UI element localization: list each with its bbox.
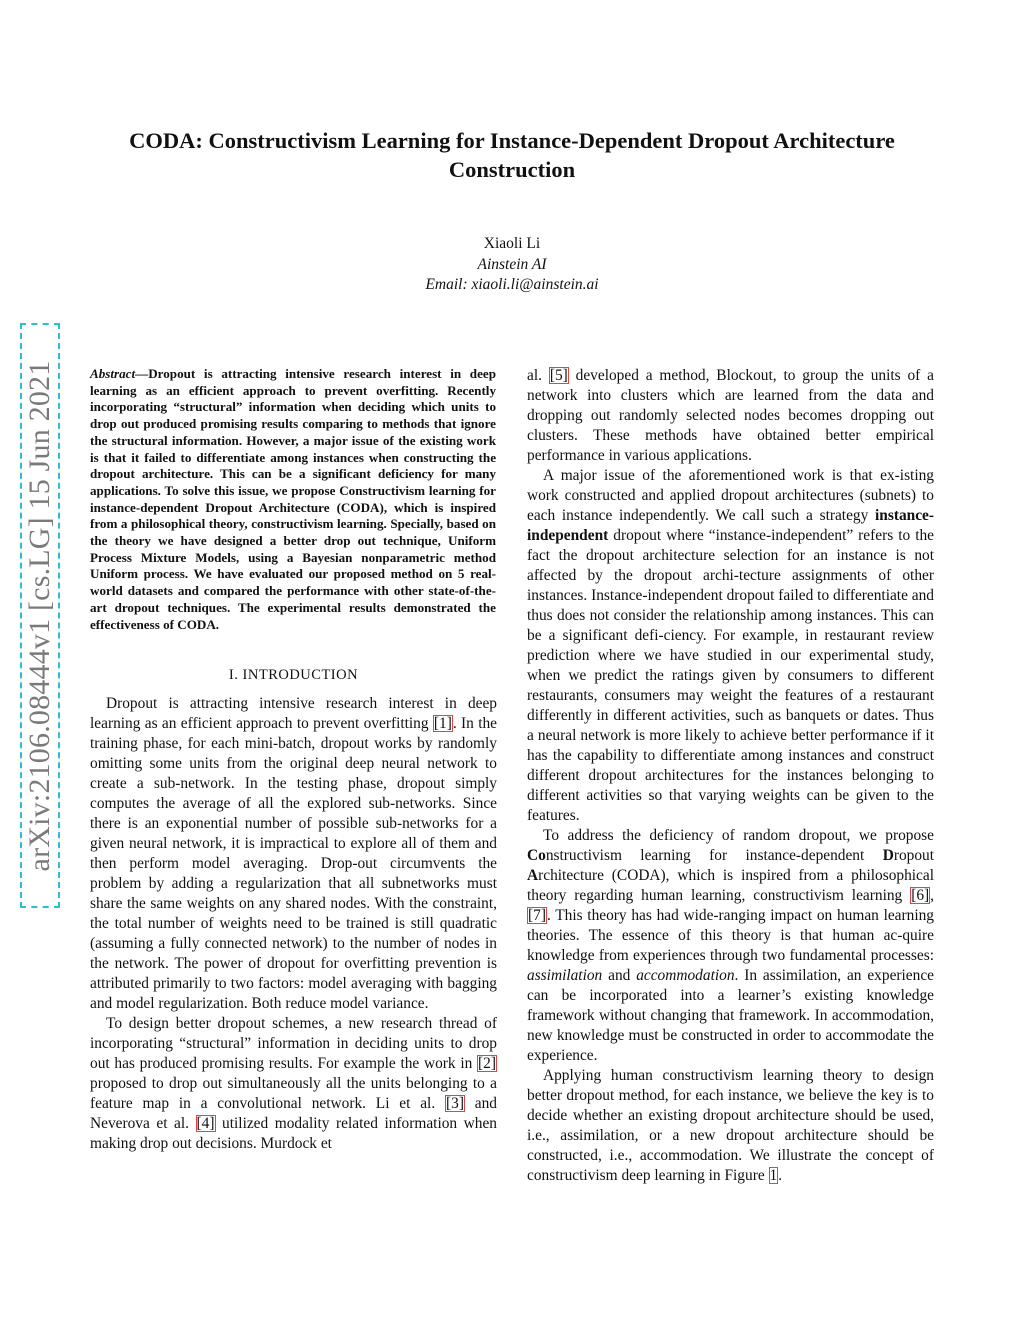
term-accommodation: accommodation: [636, 967, 735, 984]
section-number: I.: [228, 667, 243, 684]
citation-link-5[interactable]: [5]: [549, 367, 568, 384]
text-run: .: [778, 1167, 783, 1184]
text-run: . In the training phase, for each mini-batch, dropout works by randomly omitting some units from the original deep neural network to create a sub-network. In the testing phase, dropout simply computes the average of all the explored sub-networks. Since there is an exponential number of possible sub-networks for a given neural network, it is impractical to explore all of them and then perform model averaging. Drop-out circumvents the problem by adding a regularization that all subnetworks must share the same weights on any shared nodes. With the constraint, the total number of weights need to be trained is still quadratic (assuming a fully connected network) to the number of nodes in the network. The power of dropout for overfitting prevention is attributed primarily to two factors: model averaging with bagging and model regularization. Both reduce model variance.: [90, 715, 497, 1013]
text-run: To design better dropout schemes, a new research thread of incorporating “structural” information in deciding units to drop out has produced promising results. For example the work in: [90, 1015, 497, 1073]
right-column: [527, 366, 934, 1186]
text-run: rchitecture (CODA), which is inspired from a philosophical theory regarding human learning, constructivism learning: [527, 867, 934, 904]
citation-link-6[interactable]: [6]: [911, 887, 930, 904]
term-assimilation: assimilation: [527, 967, 603, 984]
intro-paragraph-1: [90, 694, 497, 1014]
text-run: dropout where “instance-independent” refers to the fact the dropout architecture selection for an instance is not affected by the dropout archi-tecture assignments of other instances. Instance-independent dropout failed to differentiate and thus does not consider the relationship among instances. This can be a significant defi-ciency. For example, in restaurant review prediction where we have studied in our experimental study, when we predict the ratings given by consumers to different restaurants, consumers may weight the features of a restaurant differently in different activities, such as banquets or dates. Thus a neural network is more likely to achieve better performance if it has the capability to differentiate among instances and construct different dropout architectures for the instances belonging to different activities so that varying weights can be given to the features.: [527, 527, 934, 824]
paper-title: CODA: Constructivism Learning for Instance-Dependent Dropout Architecture Construction: [129, 128, 895, 182]
abstract-text: —Dropout is attracting intensive research interest in deep learning as an efficient approach to prevent overfitting. Recently incorporating “structural” information when deciding which units to drop out produced promising results comparing to methods that ignore the structural information. However, a major issue of the existing work is that it failed to differentiate among instances when constructing the dropout architecture. This can be a significant deficiency for many applications. To solve this issue, we propose Constructivism learning for instance-dependent Dropout Architecture (CODA), which is inspired from a philosophical theory, constructivism learning. Specially, based on the theory we have designed a better drop out technique, Uniform Process Mixture Models, using a Bayesian nonparametric method Uniform process. We have evaluated our proposed method on 5 real-world datasets and compared the performance with other state-of-the-art dropout techniques. The experimental results demonstrated the effectiveness of CODA.: [90, 366, 496, 632]
section-title-rest: NTRODUCTION: [247, 667, 359, 684]
author-email: Email: xiaoli.li@ainstein.ai: [425, 276, 599, 293]
text-run: developed a method, Blockout, to group the units of a network into clusters which are learned from the data and dropping out randomly selected nodes becomes dropping out clusters. These methods have obtained better empirical performance in various applications.: [527, 367, 935, 464]
text-run: . This theory has had wide-ranging impact on human learning theories. The essence of this theory is that human ac-quire knowledge from experiences through two fundamental processes:: [527, 907, 934, 964]
abstract: [90, 366, 497, 633]
text-run: al.: [527, 367, 549, 384]
text-run: utilized modality related information when making drop out decisions. Murdock et: [90, 1115, 497, 1153]
intro-paragraph-3: [527, 366, 934, 466]
section-heading-introduction: [90, 667, 497, 684]
acronym-letter-a: A: [527, 867, 539, 884]
text-run: A major issue of the aforementioned work is that ex-isting work constructed and applied dropout architectures (subnets) to each instance independently. We call such a strategy: [527, 467, 934, 524]
text-run: To address the deficiency of random dropout, we propose: [543, 827, 934, 844]
intro-paragraph-5: [527, 826, 934, 1066]
text-run: Dropout is attracting intensive research interest in deep learning as an efficient approach to prevent overfitting: [90, 695, 497, 733]
section-title-initial: I: [242, 667, 248, 684]
citation-link-4[interactable]: [4]: [196, 1115, 215, 1133]
arxiv-identifier: arXiv:2106.08444v1 [cs.LG] 15 Jun 2021: [23, 360, 56, 871]
author-name: Xiaoli Li: [483, 235, 541, 252]
citation-link-3[interactable]: [3]: [446, 1095, 464, 1113]
text-run: ,: [930, 887, 934, 904]
text-run: and: [602, 967, 637, 984]
figure-link-1[interactable]: 1: [769, 1167, 778, 1184]
citation-link-2[interactable]: [2]: [478, 1055, 496, 1073]
text-run: . In assimilation, an experience can be incorporated into a learner’s existing knowledge framework without changing that framework. In accommodation, new knowledge must be constructed in order to accommodate the experience.: [527, 967, 934, 1064]
author-affiliation: Ainstein AI: [477, 256, 547, 273]
left-column: [90, 366, 497, 1154]
abstract-label: Abstract: [90, 366, 136, 381]
acronym-letter-d: D: [882, 847, 894, 864]
text-run: proposed to drop out simultaneously all the units belonging to a feature map in a convolutional network. Li et al.: [90, 1075, 497, 1113]
text-run: Applying human constructivism learning theory to design better dropout method, for each instance, we believe the key is to decide whether an existing dropout architecture should be used, i.e., assimilation, or a new dropout architecture should be constructed, i.e., accommodation. We illustrate the concept of constructivism deep learning in Figure: [527, 1067, 934, 1184]
acronym-letter-co: Co: [527, 847, 546, 864]
intro-paragraph-4: [527, 466, 934, 826]
intro-paragraph-6: [527, 1066, 934, 1186]
arxiv-side-stamp[interactable]: [20, 323, 60, 908]
text-run: and Neverova et al.: [90, 1095, 497, 1133]
emphasis-instance-independent: instance-independent: [527, 507, 934, 544]
citation-link-7[interactable]: [7]: [528, 907, 546, 924]
intro-paragraph-2: [90, 1014, 497, 1154]
text-run: ropout: [893, 847, 934, 864]
text-run: nstructivism learning for instance-dependent: [545, 847, 883, 864]
citation-link-1[interactable]: [1]: [433, 715, 452, 733]
